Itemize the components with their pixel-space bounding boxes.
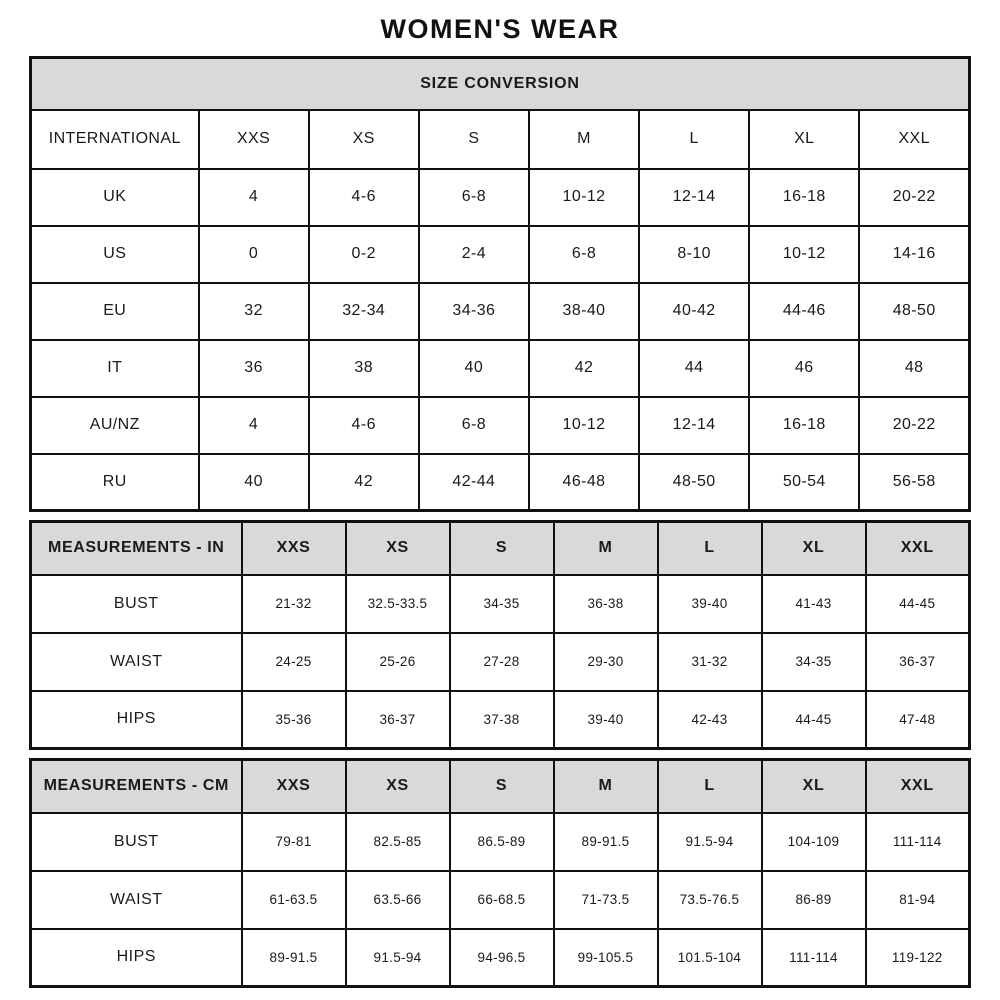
- value-cell: 24-25: [242, 633, 346, 691]
- value-cell: 89-91.5: [242, 929, 346, 987]
- size-column-header: XL: [749, 110, 859, 169]
- size-column-header: XXL: [866, 522, 970, 575]
- value-cell: 36-37: [866, 633, 970, 691]
- value-cell: 47-48: [866, 691, 970, 749]
- value-cell: 104-109: [762, 813, 866, 871]
- value-cell: 38: [309, 340, 419, 397]
- value-cell: 86.5-89: [450, 813, 554, 871]
- value-cell: 42: [529, 340, 639, 397]
- value-cell: 94-96.5: [450, 929, 554, 987]
- size-column-header: XS: [346, 522, 450, 575]
- table-title: MEASUREMENTS - CM: [31, 760, 242, 813]
- value-cell: 10-12: [529, 169, 639, 226]
- value-cell: 41-43: [762, 575, 866, 633]
- value-cell: 16-18: [749, 169, 859, 226]
- size-column-header: S: [419, 110, 529, 169]
- value-cell: 27-28: [450, 633, 554, 691]
- row-label: AU/NZ: [31, 397, 199, 454]
- table-row: [31, 633, 970, 691]
- value-cell: 61-63.5: [242, 871, 346, 929]
- row-label: HIPS: [31, 929, 242, 987]
- size-column-header: M: [529, 110, 639, 169]
- value-cell: 42: [309, 454, 419, 511]
- size-column-header: XXL: [859, 110, 969, 169]
- row-label: HIPS: [31, 691, 242, 749]
- value-cell: 20-22: [859, 397, 969, 454]
- value-cell: 46: [749, 340, 859, 397]
- size-column-header: L: [639, 110, 749, 169]
- value-cell: 38-40: [529, 283, 639, 340]
- value-cell: 35-36: [242, 691, 346, 749]
- value-cell: 81-94: [866, 871, 970, 929]
- size-column-header: XXS: [242, 760, 346, 813]
- value-cell: 111-114: [866, 813, 970, 871]
- value-cell: 20-22: [859, 169, 969, 226]
- table-row: [31, 813, 970, 871]
- value-cell: 32: [199, 283, 309, 340]
- value-cell: 91.5-94: [346, 929, 450, 987]
- value-cell: 6-8: [529, 226, 639, 283]
- size-column-header: M: [554, 522, 658, 575]
- table-row: [31, 169, 970, 226]
- value-cell: 50-54: [749, 454, 859, 511]
- table-row: [31, 283, 970, 340]
- value-cell: 6-8: [419, 169, 529, 226]
- value-cell: 42-43: [658, 691, 762, 749]
- size-column-header: S: [450, 760, 554, 813]
- size-column-header: L: [658, 760, 762, 813]
- value-cell: 46-48: [529, 454, 639, 511]
- value-cell: 21-32: [242, 575, 346, 633]
- size-column-header: M: [554, 760, 658, 813]
- value-cell: 39-40: [658, 575, 762, 633]
- table-row: [31, 340, 970, 397]
- value-cell: 36-38: [554, 575, 658, 633]
- table-row: [31, 397, 970, 454]
- value-cell: 2-4: [419, 226, 529, 283]
- value-cell: 44-45: [866, 575, 970, 633]
- size-column-header: XL: [762, 522, 866, 575]
- row-label: WAIST: [31, 633, 242, 691]
- value-cell: 32.5-33.5: [346, 575, 450, 633]
- value-cell: 12-14: [639, 397, 749, 454]
- value-cell: 44-46: [749, 283, 859, 340]
- value-cell: 91.5-94: [658, 813, 762, 871]
- value-cell: 63.5-66: [346, 871, 450, 929]
- size-column-header: XS: [309, 110, 419, 169]
- value-cell: 82.5-85: [346, 813, 450, 871]
- value-cell: 31-32: [658, 633, 762, 691]
- size-column-header: XL: [762, 760, 866, 813]
- value-cell: 86-89: [762, 871, 866, 929]
- size-column-header: L: [658, 522, 762, 575]
- value-cell: 79-81: [242, 813, 346, 871]
- value-cell: 89-91.5: [554, 813, 658, 871]
- table-row: [31, 454, 970, 511]
- value-cell: 66-68.5: [450, 871, 554, 929]
- value-cell: 36: [199, 340, 309, 397]
- table-row: [31, 226, 970, 283]
- value-cell: 39-40: [554, 691, 658, 749]
- table-row: [31, 691, 970, 749]
- value-cell: 48-50: [859, 283, 969, 340]
- size-column-header: XXS: [242, 522, 346, 575]
- value-cell: 6-8: [419, 397, 529, 454]
- page-title: WOMEN'S WEAR: [380, 14, 620, 44]
- value-cell: 71-73.5: [554, 871, 658, 929]
- value-cell: 0: [199, 226, 309, 283]
- value-cell: 29-30: [554, 633, 658, 691]
- value-cell: 40: [419, 340, 529, 397]
- row-label: US: [31, 226, 199, 283]
- value-cell: 44: [639, 340, 749, 397]
- value-cell: 10-12: [749, 226, 859, 283]
- value-cell: 34-36: [419, 283, 529, 340]
- table-row: [31, 871, 970, 929]
- value-cell: 34-35: [762, 633, 866, 691]
- measurements-cm-table: [29, 758, 971, 988]
- row-label: IT: [31, 340, 199, 397]
- value-cell: 8-10: [639, 226, 749, 283]
- value-cell: 4: [199, 397, 309, 454]
- table-title: MEASUREMENTS - IN: [31, 522, 242, 575]
- size-column-header: XXS: [199, 110, 309, 169]
- value-cell: 99-105.5: [554, 929, 658, 987]
- value-cell: 48: [859, 340, 969, 397]
- table-row: [31, 929, 970, 987]
- row-label: RU: [31, 454, 199, 511]
- value-cell: 10-12: [529, 397, 639, 454]
- size-column-header: S: [450, 522, 554, 575]
- value-cell: 32-34: [309, 283, 419, 340]
- value-cell: 37-38: [450, 691, 554, 749]
- size-column-header: XS: [346, 760, 450, 813]
- row-label: UK: [31, 169, 199, 226]
- value-cell: 12-14: [639, 169, 749, 226]
- value-cell: 73.5-76.5: [658, 871, 762, 929]
- value-cell: 16-18: [749, 397, 859, 454]
- value-cell: 111-114: [762, 929, 866, 987]
- row-label: WAIST: [31, 871, 242, 929]
- value-cell: 40-42: [639, 283, 749, 340]
- value-cell: 36-37: [346, 691, 450, 749]
- value-cell: 56-58: [859, 454, 969, 511]
- column-header-label: INTERNATIONAL: [31, 110, 199, 169]
- value-cell: 101.5-104: [658, 929, 762, 987]
- value-cell: 44-45: [762, 691, 866, 749]
- value-cell: 14-16: [859, 226, 969, 283]
- value-cell: 4: [199, 169, 309, 226]
- measurements-in-table: [29, 520, 971, 750]
- value-cell: 4-6: [309, 169, 419, 226]
- value-cell: 4-6: [309, 397, 419, 454]
- row-label: BUST: [31, 813, 242, 871]
- size-conversion-table: [29, 56, 971, 512]
- row-label: EU: [31, 283, 199, 340]
- value-cell: 40: [199, 454, 309, 511]
- table-title: SIZE CONVERSION: [31, 58, 970, 110]
- row-label: BUST: [31, 575, 242, 633]
- value-cell: 34-35: [450, 575, 554, 633]
- value-cell: 0-2: [309, 226, 419, 283]
- value-cell: 25-26: [346, 633, 450, 691]
- value-cell: 119-122: [866, 929, 970, 987]
- value-cell: 42-44: [419, 454, 529, 511]
- size-column-header: XXL: [866, 760, 970, 813]
- value-cell: 48-50: [639, 454, 749, 511]
- table-row: [31, 575, 970, 633]
